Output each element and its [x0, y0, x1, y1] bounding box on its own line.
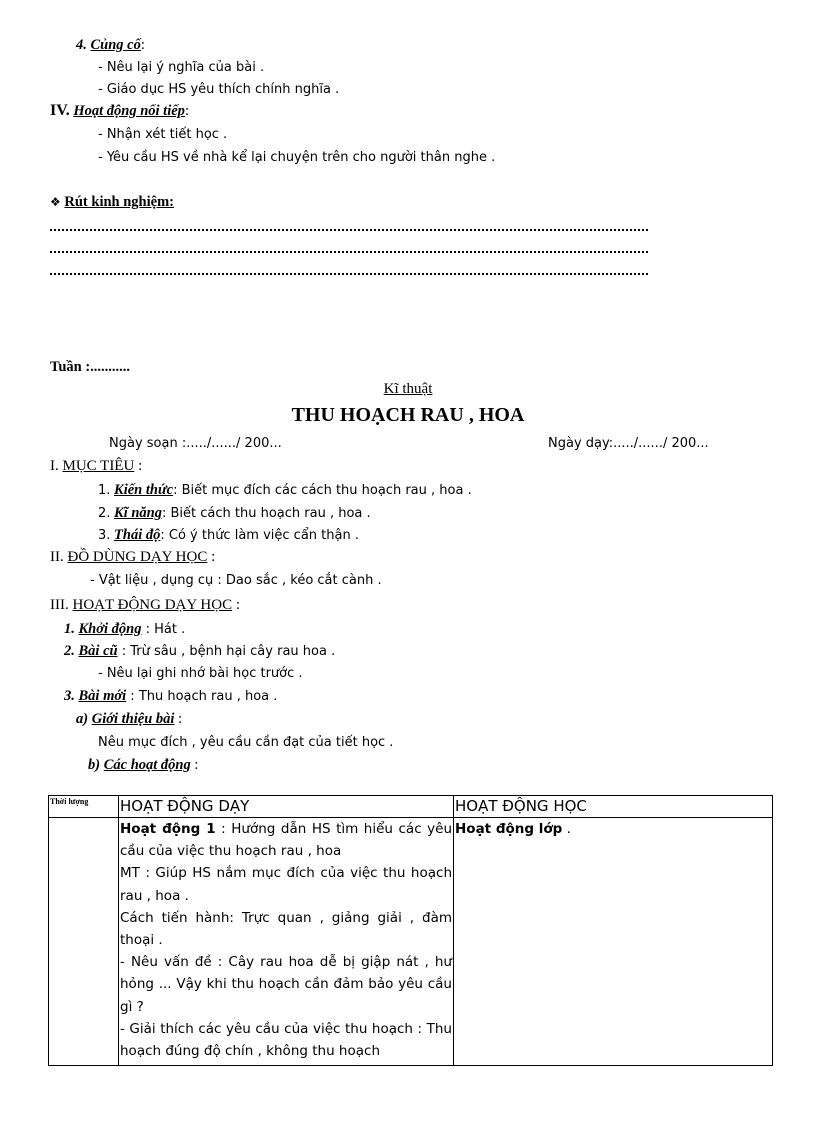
intro-text: Nêu mục đích , yêu cầu cần đạt của tiết học . — [98, 735, 394, 750]
step-title: Bài cũ — [78, 643, 118, 659]
dotted-line — [50, 229, 648, 233]
section-muc-tieu — [50, 457, 142, 475]
teaching-line: - Nêu vấn đề : Cây rau hoa dễ bị giập nát , hư hỏng ... Vậy khi thu hoạch cần đảm bảo yêu cầu gì ? — [120, 954, 452, 1015]
section-colon: : — [134, 458, 143, 474]
teaching-line — [120, 818, 452, 862]
step-text: : Trừ sâu , bệnh hại cây rau hoa . — [117, 644, 336, 659]
list-item: - Nêu lại ghi nhớ bài học trước . — [98, 666, 303, 681]
lesson-title: THU HOẠCH RAU , HOA — [291, 404, 525, 426]
section-do-dung — [50, 548, 215, 566]
section-number: IV. — [50, 102, 70, 119]
sub-step-number: a) — [76, 711, 89, 727]
step-number: 1. — [64, 621, 75, 637]
section-colon: : — [140, 37, 145, 53]
list-item: - Nêu lại ý nghĩa của bài . — [98, 60, 265, 75]
section-title: Củng cố — [90, 37, 141, 53]
section-colon: : — [184, 103, 189, 119]
section-number: II. — [50, 549, 64, 565]
section-title: Hoạt động nối tiếp — [73, 103, 185, 119]
step-title: Bài mới — [78, 688, 127, 704]
step-number: 2. — [64, 643, 75, 659]
section-colon: : — [207, 549, 216, 565]
learning-cell — [454, 818, 773, 1066]
learning-text: . — [562, 821, 571, 837]
teaching-line: - Giải thích các yêu cầu của việc thu hoạch : Thu hoạch đúng độ chín , không thu hoạch — [120, 1020, 452, 1060]
list-item: - Vật liệu , dụng cụ : Dao sắc , kéo cắt cành . — [90, 573, 382, 588]
subject-title: Kĩ thuật — [383, 381, 433, 397]
teaching-line: Cách tiến hành: Trực quan , giảng giải , đàm thoại . — [120, 909, 452, 949]
activity-step — [64, 687, 277, 706]
learning-line — [455, 818, 771, 840]
diamond-bullet-icon: ❖ — [50, 195, 61, 209]
objective-item — [98, 526, 359, 545]
dotted-line — [50, 251, 648, 255]
section-number: 4. — [76, 37, 87, 53]
activity-label: Hoạt động 1 — [120, 821, 216, 837]
objective-number: 3. — [98, 528, 111, 543]
section-colon: : — [232, 597, 241, 613]
sub-step-number: b) — [88, 757, 101, 773]
step-title: Khởi động — [78, 621, 142, 637]
section-cung-co — [76, 36, 145, 54]
step-text: : Hát . — [141, 622, 186, 637]
sub-step-colon: : — [190, 757, 199, 773]
activity-text: : Hướng dẫn HS tìm hiểu các yêu cầu của việc thu hoạch rau , hoa — [120, 821, 452, 860]
table-header-row — [49, 796, 773, 818]
date-prepared: Ngày soạn :...../....../ 200... — [109, 436, 282, 451]
objective-text: : Có ý thức làm việc cẩn thận . — [160, 528, 359, 543]
section-title: ĐỒ DÙNG DẠY HỌC — [67, 549, 208, 565]
experience-title: Rút kinh nghiệm: — [64, 194, 174, 210]
experience-heading — [50, 193, 174, 211]
objective-label: Thái độ — [114, 527, 161, 543]
objective-text: : Biết mục đích các cách thu hoạch rau , hoa . — [173, 483, 472, 498]
week-label: Tuần :........... — [50, 359, 131, 375]
sub-step — [76, 710, 182, 728]
step-number: 3. — [64, 688, 75, 704]
sub-step — [88, 756, 198, 774]
sub-step-title: Các hoạt động — [103, 757, 191, 773]
header-learning: HOẠT ĐỘNG HỌC — [454, 796, 773, 818]
section-hoat-dong — [50, 596, 240, 614]
sub-step-colon: : — [174, 711, 183, 727]
time-cell — [49, 818, 119, 1066]
section-number: I. — [50, 458, 59, 474]
header-teaching: HOẠT ĐỘNG DẠY — [119, 796, 454, 818]
list-item: - Giáo dục HS yêu thích chính nghĩa . — [98, 82, 340, 97]
objective-label: Kĩ năng — [114, 505, 162, 521]
activities-table — [48, 795, 773, 1066]
step-text: : Thu hoạch rau , hoa . — [126, 689, 278, 704]
section-number: III. — [50, 597, 69, 613]
teaching-cell — [119, 818, 454, 1066]
objective-item — [98, 481, 472, 500]
objective-label: Kiến thức — [114, 482, 174, 498]
objective-number: 1. — [98, 483, 111, 498]
header-time: Thời lượng — [49, 796, 119, 818]
sub-step-title: Giới thiệu bài — [91, 711, 175, 727]
learning-label: Hoạt động lớp — [455, 821, 563, 837]
activity-step — [64, 620, 185, 639]
objective-number: 2. — [98, 506, 111, 521]
dotted-line — [50, 273, 648, 277]
teaching-line: MT : Giúp HS nắm mục đích của việc thu hoạch rau , hoa . — [120, 865, 452, 904]
section-hoat-dong-noi-tiep — [50, 102, 189, 120]
section-title: MỤC TIÊU — [62, 458, 135, 474]
table-row — [49, 818, 773, 1066]
objective-text: : Biết cách thu hoạch rau , hoa . — [162, 506, 371, 521]
activity-step — [64, 642, 335, 661]
list-item: - Yêu cầu HS về nhà kể lại chuyện trên cho người thân nghe . — [98, 150, 496, 165]
objective-item — [98, 504, 371, 523]
date-taught: Ngày dạy:...../....../ 200... — [548, 436, 709, 451]
list-item: - Nhận xét tiết học . — [98, 127, 228, 142]
section-title: HOẠT ĐỘNG DẠY HỌC — [72, 597, 233, 613]
